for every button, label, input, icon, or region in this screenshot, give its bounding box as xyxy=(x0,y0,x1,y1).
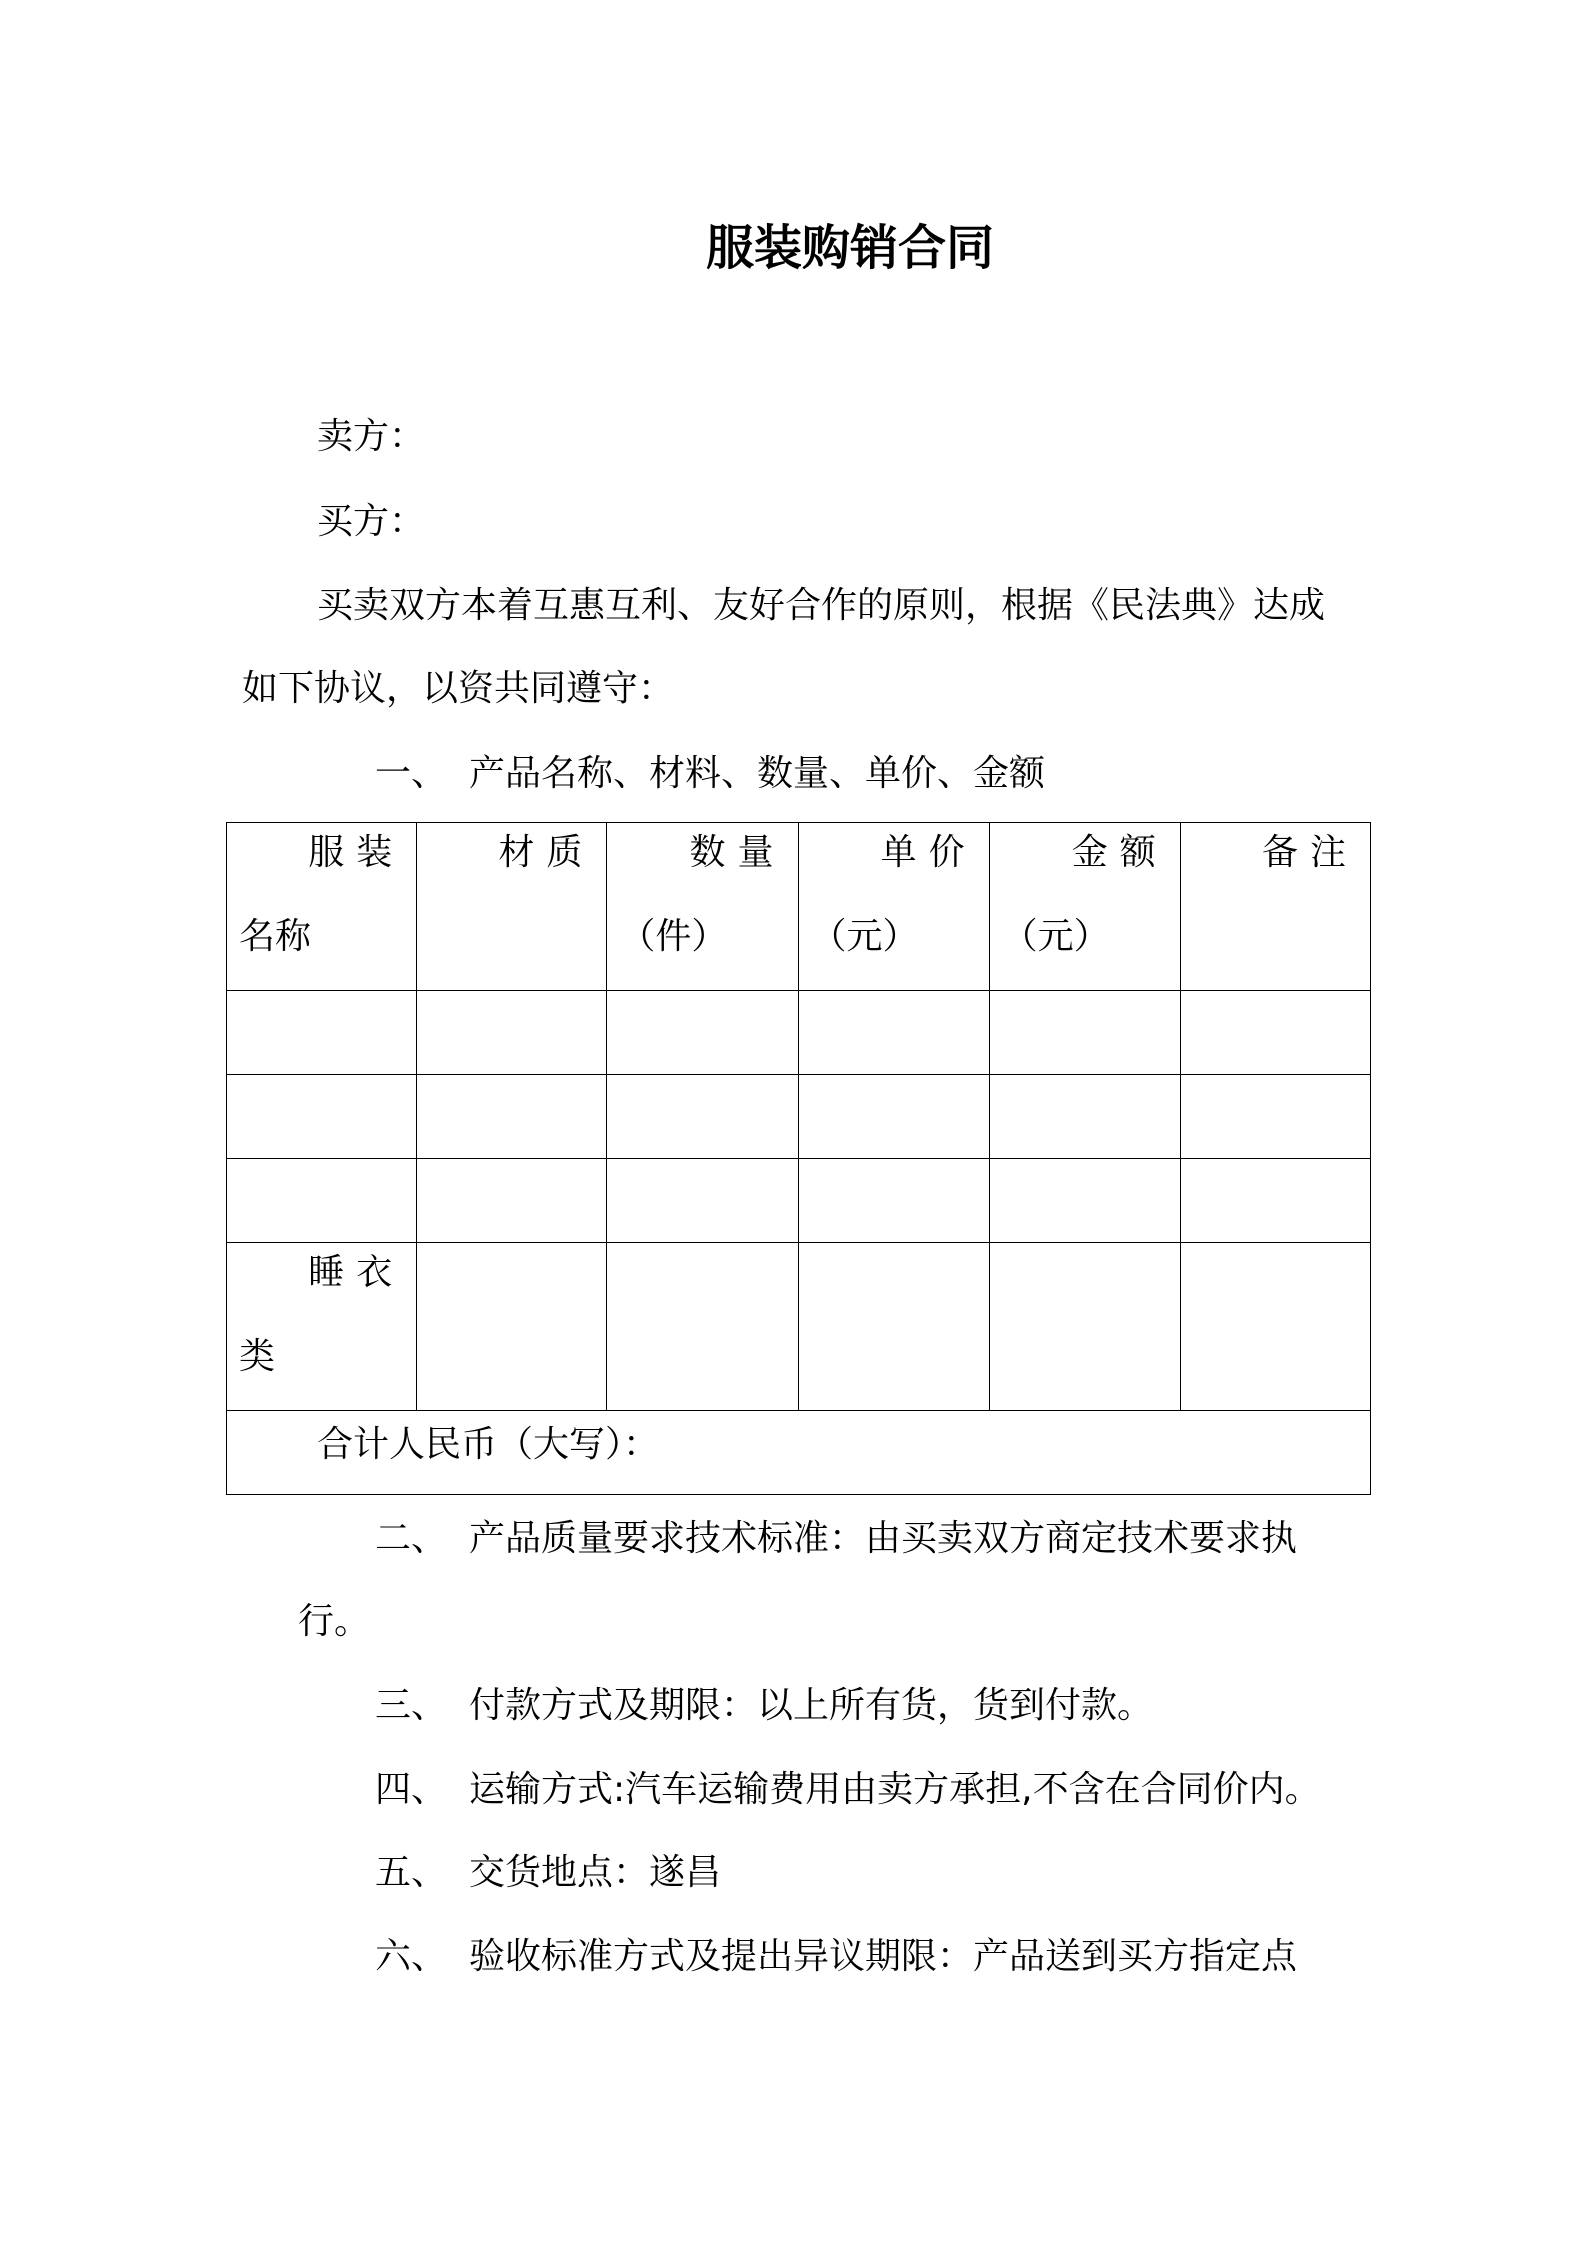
cell xyxy=(798,1075,989,1159)
cell xyxy=(417,991,607,1075)
cell xyxy=(607,1075,798,1159)
total-cell xyxy=(227,1411,1371,1495)
intro-line-2: 如下协议，以资共同遵守： xyxy=(242,668,675,709)
section-3-text: 付款方式及期限：以上所有货，货到付款。 xyxy=(469,1685,1154,1726)
section-6-number: 六、 xyxy=(375,1936,448,1977)
cell xyxy=(607,1243,798,1411)
table-total-row xyxy=(227,1411,1371,1495)
cell xyxy=(417,1075,607,1159)
cell xyxy=(798,1243,989,1411)
section-2-continuation: 行。 xyxy=(298,1601,371,1642)
header-unit-price: 单价 （元） xyxy=(798,823,989,991)
cell xyxy=(607,991,798,1075)
table-row xyxy=(227,1075,1371,1159)
cell xyxy=(227,1075,417,1159)
section-4-number: 四、 xyxy=(375,1769,448,1810)
section-1-number: 一、 xyxy=(375,753,448,794)
cell xyxy=(798,1159,989,1243)
cell xyxy=(227,1159,417,1243)
section-4-text: 运输方式:汽车运输费用由卖方承担,不含在合同价内。 xyxy=(469,1769,1321,1810)
cell xyxy=(1180,1159,1370,1243)
header-remarks: 备注 xyxy=(1180,823,1370,991)
buyer-label: 买方： xyxy=(317,501,426,542)
header-name: 服装 名称 xyxy=(227,823,417,991)
table-row-pajamas xyxy=(227,1243,1371,1411)
header-quantity: 数量 （件） xyxy=(607,823,798,991)
intro-line-1: 买卖双方本着互惠互利、友好合作的原则，根据《民法典》达成 xyxy=(317,585,1326,626)
cell xyxy=(1180,1243,1370,1411)
section-6-text: 验收标准方式及提出异议期限：产品送到买方指定点 xyxy=(469,1936,1298,1977)
cell xyxy=(607,1159,798,1243)
table-row xyxy=(227,1159,1371,1243)
section-5-number: 五、 xyxy=(375,1852,448,1893)
cell xyxy=(989,1159,1180,1243)
cell-pajamas: 睡衣 类 xyxy=(227,1243,417,1411)
header-amount: 金额 （元） xyxy=(989,823,1180,991)
seller-label: 卖方： xyxy=(317,416,426,457)
total-label: 合计人民币（大写）： xyxy=(317,1424,660,1465)
product-table xyxy=(226,822,1371,1495)
cell xyxy=(798,991,989,1075)
header-material: 材质 xyxy=(417,823,607,991)
cell xyxy=(1180,1075,1370,1159)
cell xyxy=(989,991,1180,1075)
section-3-number: 三、 xyxy=(375,1685,448,1726)
section-2-number: 二、 xyxy=(375,1518,448,1559)
table-header-row xyxy=(227,823,1371,991)
cell xyxy=(417,1159,607,1243)
cell xyxy=(227,991,417,1075)
cell xyxy=(417,1243,607,1411)
table-row xyxy=(227,991,1371,1075)
document-title: 服装购销合同 xyxy=(705,220,994,276)
section-5-text: 交货地点：遂昌 xyxy=(469,1852,722,1893)
section-2-text: 产品质量要求技术标准：由买卖双方商定技术要求执 xyxy=(469,1518,1298,1559)
section-1-text: 产品名称、材料、数量、单价、金额 xyxy=(469,753,1046,794)
cell xyxy=(989,1075,1180,1159)
cell xyxy=(989,1243,1180,1411)
cell xyxy=(1180,991,1370,1075)
